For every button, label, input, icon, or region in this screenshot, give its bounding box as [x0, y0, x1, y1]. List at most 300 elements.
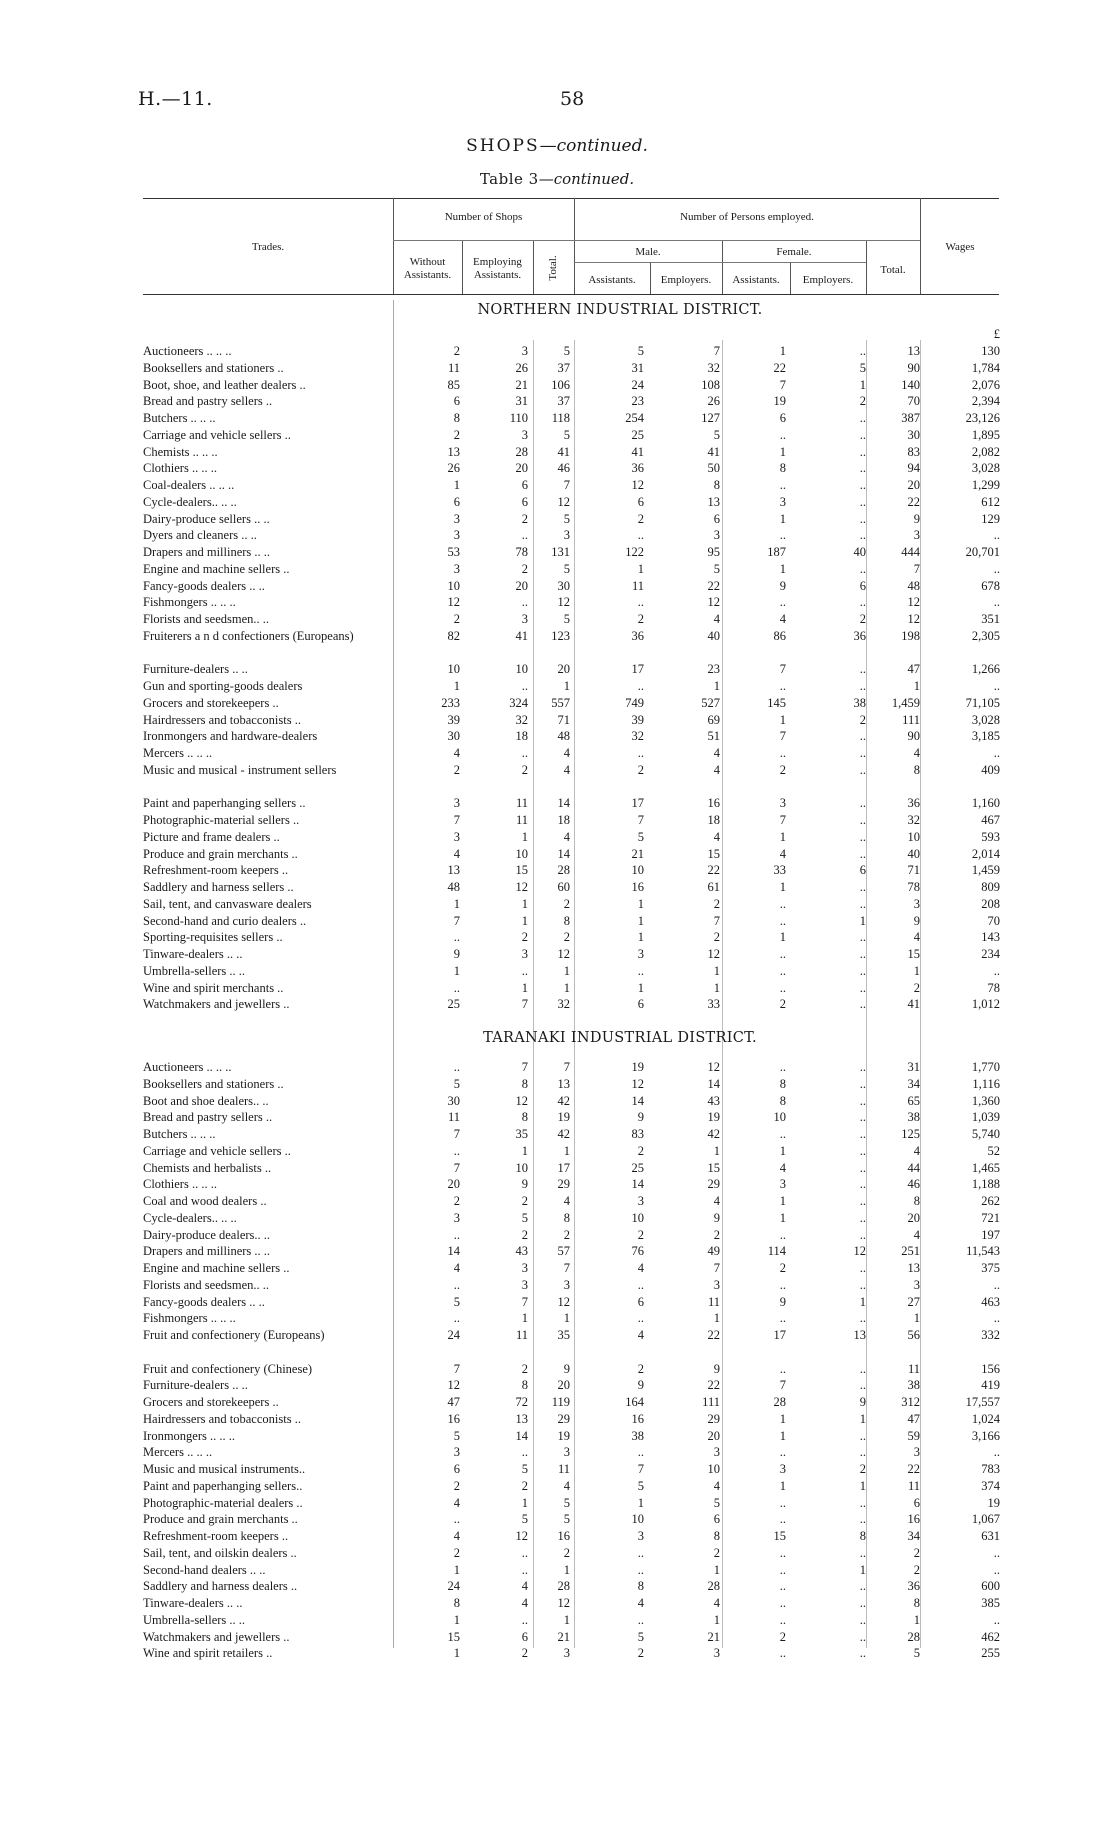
cell-shops-total: 18 [557, 813, 570, 827]
cell-shops-total: 4 [563, 829, 570, 844]
cell-shops-without-assistants: 2 [453, 612, 460, 626]
cell-female-employers: 13 [853, 1328, 866, 1342]
table-row [0, 1327, 1114, 1344]
cell-shops-employing-assistants: 11 [515, 1328, 528, 1342]
cell-shops-employing-assistants: 6 [521, 1629, 528, 1644]
cell-wages: 1,360 [971, 1093, 1000, 1108]
cell-wages: 129 [981, 511, 1000, 526]
cell-male-assistants: 4 [637, 1261, 644, 1275]
cell-shops-employing-assistants: 31 [515, 394, 528, 409]
cell-shops-employing-assistants: 1 [521, 1311, 528, 1326]
cell-wages: 20,701 [965, 545, 1000, 559]
cell-shops-employing-assistants: .. [521, 595, 528, 610]
cell-male-employers: 5 [713, 1495, 720, 1510]
cell-shops-employing-assistants: 1 [521, 896, 528, 911]
cell-male-employers: 1 [713, 1143, 720, 1158]
table-label-suffix: —continued. [538, 170, 635, 188]
cell-persons-total: 32 [907, 813, 920, 827]
cell-shops-employing-assistants: 12 [515, 880, 528, 894]
cell-shops-employing-assistants: 10 [515, 846, 528, 861]
trade-name: Auctioneers .. .. .. [143, 1060, 232, 1074]
cell-male-assistants: .. [637, 1545, 644, 1560]
cell-shops-total: 41 [557, 444, 570, 459]
table-row [0, 980, 1114, 997]
cell-shops-without-assistants: .. [453, 1227, 460, 1242]
cell-female-assistants: 17 [773, 1328, 786, 1342]
cell-female-employers: .. [859, 411, 866, 425]
cell-wages: 351 [981, 612, 1000, 626]
cell-shops-employing-assistants: 26 [515, 360, 528, 375]
cell-shops-employing-assistants: 1 [521, 829, 528, 844]
cell-female-employers: 1 [859, 913, 866, 928]
cell-shops-without-assistants: 30 [447, 729, 460, 744]
cell-wages: 1,188 [971, 1177, 1000, 1192]
cell-persons-total: 47 [907, 1411, 920, 1426]
trade-name: Fishmongers .. .. .. [143, 1311, 236, 1326]
cell-shops-employing-assistants: 10 [515, 662, 528, 677]
cell-wages: 1,459 [971, 863, 1000, 878]
cell-wages: 2,082 [971, 444, 1000, 459]
trade-name: Boot, shoe, and leather dealers .. [143, 377, 306, 392]
cell-persons-total: 56 [907, 1328, 920, 1342]
cell-female-assistants: 1 [779, 1478, 786, 1493]
col-header-shops-total: Total. [547, 255, 559, 281]
trade-name: Carriage and vehicle sellers .. [143, 427, 291, 442]
cell-female-assistants: .. [779, 1277, 786, 1292]
table-row [0, 812, 1114, 829]
table-row [0, 343, 1114, 360]
cell-shops-total: 5 [563, 344, 570, 358]
cell-female-employers: .. [859, 461, 866, 476]
cell-male-employers: 4 [713, 829, 720, 844]
table-row [0, 661, 1114, 678]
trade-name: Refreshment-room keepers .. [143, 1529, 289, 1543]
table-label: Table 3 [479, 170, 539, 188]
table-row [0, 561, 1114, 578]
cell-male-assistants: 23 [631, 394, 644, 409]
col-header-employing-assistants [462, 256, 533, 282]
cell-persons-total: 31 [907, 1060, 920, 1074]
cell-shops-employing-assistants: .. [521, 963, 528, 978]
cell-shops-total: 4 [563, 1194, 570, 1208]
col-header-male-assistants: Assistants. [588, 274, 636, 286]
cell-shops-without-assistants: 2 [453, 344, 460, 358]
cell-persons-total: 1 [913, 1311, 920, 1326]
table-row [0, 1176, 1114, 1193]
cell-female-employers: .. [859, 1127, 866, 1141]
cell-shops-without-assistants: 3 [453, 796, 460, 811]
cell-female-assistants: 114 [767, 1244, 786, 1259]
col-header-persons-total: Total. [880, 264, 906, 276]
cell-male-assistants: 5 [637, 1629, 644, 1644]
cell-male-assistants: 1 [637, 1495, 644, 1510]
cell-female-assistants: 4 [779, 612, 786, 626]
cell-shops-without-assistants: 12 [447, 1378, 460, 1393]
trade-name: Mercers .. .. .. [143, 1445, 213, 1460]
cell-shops-total: 1 [563, 980, 570, 995]
trade-name: Mercers .. .. .. [143, 746, 213, 760]
cell-wages: 208 [981, 896, 1000, 911]
cell-shops-without-assistants: 1 [453, 1612, 460, 1627]
cell-shops-total: 16 [557, 1529, 570, 1543]
cell-shops-without-assistants: 5 [453, 1294, 460, 1309]
cell-shops-without-assistants: 3 [453, 528, 460, 543]
cell-female-employers: .. [859, 1210, 866, 1225]
table-row [0, 1478, 1114, 1495]
cell-shops-employing-assistants: 2 [521, 561, 528, 576]
trade-name: Second-hand dealers .. .. [143, 1562, 266, 1577]
cell-shops-without-assistants: 7 [453, 913, 460, 928]
cell-female-assistants: 1 [779, 1411, 786, 1426]
cell-persons-total: 11 [907, 1361, 920, 1376]
trade-name: Drapers and milliners .. .. [143, 545, 271, 559]
cell-male-employers: 108 [701, 377, 720, 392]
table-row [0, 795, 1114, 812]
cell-shops-employing-assistants: 32 [515, 712, 528, 727]
cell-shops-employing-assistants: 10 [515, 1160, 528, 1175]
cell-persons-total: 3 [913, 1277, 920, 1292]
trade-name: Fruit and confectionery (Europeans) [143, 1328, 325, 1342]
cell-female-assistants: 1 [779, 829, 786, 844]
cell-wages: 1,039 [971, 1110, 1000, 1125]
header-subrule [574, 262, 866, 263]
cell-female-assistants: 1 [779, 1210, 786, 1225]
table-row [0, 1511, 1114, 1528]
col-header-male-employers: Employers. [660, 274, 712, 286]
cell-shops-total: 2 [563, 1227, 570, 1242]
section-title: TARANAKI INDUSTRIAL DISTRICT. [483, 1030, 757, 1046]
cell-wages: 78 [987, 980, 1000, 995]
cell-male-assistants: 10 [631, 1210, 644, 1225]
cell-shops-without-assistants: 82 [447, 628, 460, 643]
cell-persons-total: 4 [913, 1227, 920, 1242]
cell-wages: 17,557 [965, 1395, 1000, 1409]
cell-female-assistants: 1 [779, 712, 786, 727]
cell-wages: 234 [981, 947, 1000, 961]
cell-male-assistants: .. [637, 1311, 644, 1326]
cell-male-assistants: 2 [637, 1227, 644, 1242]
table-row [0, 360, 1114, 377]
cell-female-employers: .. [859, 427, 866, 442]
cell-female-assistants: 19 [773, 394, 786, 409]
cell-male-employers: 26 [707, 394, 720, 409]
cell-shops-employing-assistants: 4 [521, 1579, 528, 1594]
trade-name: Coal-dealers .. .. .. [143, 478, 235, 492]
cell-shops-without-assistants: .. [453, 1277, 460, 1292]
cell-male-assistants: 39 [631, 712, 644, 727]
cell-female-assistants: 1 [779, 930, 786, 945]
trade-name: Tinware-dealers .. .. [143, 947, 243, 961]
cell-wages: 678 [981, 578, 1000, 593]
cell-shops-without-assistants: 30 [447, 1093, 460, 1108]
cell-male-assistants: .. [637, 746, 644, 760]
cell-female-assistants: 1 [779, 344, 786, 358]
cell-shops-without-assistants: 3 [453, 1210, 460, 1225]
cell-shops-without-assistants: 12 [447, 595, 460, 610]
cell-persons-total: 20 [907, 478, 920, 492]
table-row [0, 913, 1114, 930]
cell-male-assistants: .. [637, 1612, 644, 1627]
cell-shops-without-assistants: 4 [453, 1495, 460, 1510]
table-row [0, 963, 1114, 980]
table-row [0, 1076, 1114, 1093]
table-row [0, 611, 1114, 628]
trade-name: Cycle-dealers.. .. .. [143, 1210, 237, 1225]
table-row [0, 1093, 1114, 1110]
cell-persons-total: 11 [907, 1478, 920, 1493]
cell-shops-employing-assistants: 5 [521, 1210, 528, 1225]
cell-female-assistants: 3 [779, 1177, 786, 1192]
cell-male-assistants: 38 [631, 1428, 644, 1443]
cell-male-employers: 8 [713, 1529, 720, 1543]
cell-male-employers: 22 [707, 1328, 720, 1342]
cell-wages: .. [993, 561, 1000, 576]
cell-shops-employing-assistants: .. [521, 679, 528, 693]
cell-male-employers: 42 [707, 1127, 720, 1141]
cell-shops-without-assistants: 11 [447, 360, 460, 375]
cell-female-assistants: 7 [779, 662, 786, 677]
cell-persons-total: 59 [907, 1428, 920, 1443]
cell-female-employers: .. [859, 997, 866, 1012]
cell-wages: 612 [981, 494, 1000, 509]
cell-shops-without-assistants: 6 [453, 1462, 460, 1476]
col-header-female-employers: Employers. [802, 274, 854, 286]
trade-name: Butchers .. .. .. [143, 411, 216, 425]
cell-shops-without-assistants: .. [453, 1311, 460, 1326]
cell-male-assistants: 25 [631, 1160, 644, 1175]
cell-shops-without-assistants: 4 [453, 846, 460, 861]
cell-wages: .. [993, 1545, 1000, 1560]
cell-male-employers: 3 [713, 528, 720, 543]
cell-shops-employing-assistants: 3 [521, 1261, 528, 1275]
table-row [0, 946, 1114, 963]
cell-shops-total: 71 [557, 712, 570, 727]
cell-male-employers: 29 [707, 1411, 720, 1426]
cell-shops-total: 1 [563, 679, 570, 693]
trade-name: Grocers and storekeepers .. [143, 695, 279, 710]
cell-male-employers: 1 [713, 963, 720, 978]
cell-female-employers: .. [859, 1495, 866, 1510]
cell-shops-total: 557 [551, 695, 570, 710]
cell-shops-total: 1 [563, 1311, 570, 1326]
cell-wages: 1,024 [971, 1411, 1000, 1426]
cell-female-assistants: .. [779, 1127, 786, 1141]
table-row [0, 1528, 1114, 1545]
cell-wages: 374 [981, 1478, 1000, 1493]
cell-male-employers: 19 [707, 1110, 720, 1125]
trade-name: Fancy-goods dealers .. .. [143, 1294, 265, 1309]
cell-female-assistants: 22 [773, 360, 786, 375]
table-row [0, 544, 1114, 561]
cell-wages: 3,185 [971, 729, 1000, 744]
trade-name: Drapers and milliners .. .. [143, 1244, 271, 1259]
cell-shops-total: 5 [563, 427, 570, 442]
col-header-female-assistants: Assistants. [732, 274, 780, 286]
cell-shops-without-assistants: 1 [453, 679, 460, 693]
table-row [0, 1444, 1114, 1461]
trade-name: Fishmongers .. .. .. [143, 595, 236, 610]
cell-female-assistants: 4 [779, 846, 786, 861]
cell-female-assistants: 7 [779, 729, 786, 744]
cell-wages: 1,770 [971, 1060, 1000, 1074]
cell-persons-total: 83 [907, 444, 920, 459]
cell-shops-total: 20 [557, 1378, 570, 1393]
cell-shops-total: 4 [563, 746, 570, 760]
cell-wages: 809 [981, 880, 1000, 894]
cell-persons-total: 1 [913, 1612, 920, 1627]
cell-male-employers: 4 [713, 762, 720, 777]
cell-female-employers: .. [859, 1512, 866, 1527]
cell-female-employers: .. [859, 1194, 866, 1208]
cell-male-assistants: 16 [631, 880, 644, 894]
table-row [0, 1461, 1114, 1478]
cell-female-assistants: .. [779, 1579, 786, 1594]
cell-shops-without-assistants: 9 [453, 947, 460, 961]
cell-male-employers: 61 [707, 880, 720, 894]
cell-shops-total: 1 [563, 1143, 570, 1158]
cell-male-employers: 1 [713, 1612, 720, 1627]
cell-shops-employing-assistants: 324 [509, 695, 528, 710]
cell-shops-total: 11 [557, 1462, 570, 1476]
cell-wages: 631 [981, 1529, 1000, 1543]
cell-female-assistants: 2 [779, 1629, 786, 1644]
cell-wages: 3,028 [971, 461, 1000, 476]
cell-shops-total: 13 [557, 1076, 570, 1091]
cell-persons-total: 3 [913, 528, 920, 543]
cell-shops-without-assistants: 3 [453, 511, 460, 526]
cell-wages: 197 [981, 1227, 1000, 1242]
cell-shops-total: 3 [563, 1646, 570, 1661]
cell-shops-total: 2 [563, 930, 570, 945]
cell-female-assistants: .. [779, 1227, 786, 1242]
cell-male-employers: 13 [707, 494, 720, 509]
cell-male-assistants: 12 [631, 478, 644, 492]
cell-persons-total: 27 [907, 1294, 920, 1309]
cell-male-assistants: 12 [631, 1076, 644, 1091]
cell-male-assistants: 5 [637, 1478, 644, 1493]
cell-shops-without-assistants: 4 [453, 1529, 460, 1543]
table-row [0, 678, 1114, 695]
cell-female-employers: .. [859, 1361, 866, 1376]
cell-female-employers: 1 [859, 1411, 866, 1426]
cell-wages: 385 [981, 1596, 1000, 1610]
cell-shops-without-assistants: 4 [453, 746, 460, 760]
cell-persons-total: 36 [907, 796, 920, 811]
cell-male-employers: 1 [713, 679, 720, 693]
trade-name: Tinware-dealers .. .. [143, 1596, 243, 1610]
cell-shops-without-assistants: 13 [447, 444, 460, 459]
cell-female-assistants: .. [779, 947, 786, 961]
cell-persons-total: 1 [913, 963, 920, 978]
cell-wages: 130 [981, 344, 1000, 358]
col-header-number-of-shops: Number of Shops [444, 211, 523, 223]
cell-shops-employing-assistants: .. [521, 746, 528, 760]
table-title [0, 170, 1114, 188]
cell-female-employers: .. [859, 1060, 866, 1074]
table-row [0, 1277, 1114, 1294]
cell-female-employers: 1 [859, 1562, 866, 1577]
cell-shops-employing-assistants: 8 [521, 1378, 528, 1393]
cell-male-employers: 3 [713, 1646, 720, 1661]
cell-male-assistants: 6 [637, 1294, 644, 1309]
cell-female-employers: 1 [859, 1478, 866, 1493]
cell-persons-total: 47 [907, 662, 920, 677]
cell-male-assistants: 1 [637, 896, 644, 911]
cell-shops-total: 4 [563, 1478, 570, 1493]
cell-female-employers: .. [859, 1093, 866, 1108]
table-row [0, 846, 1114, 863]
cell-male-assistants: 3 [637, 1529, 644, 1543]
cell-shops-without-assistants: 2 [453, 427, 460, 442]
cell-male-employers: 4 [713, 1596, 720, 1610]
table-row [0, 1562, 1114, 1579]
cell-shops-total: 48 [557, 729, 570, 744]
cell-wages: .. [993, 746, 1000, 760]
cell-male-employers: 29 [707, 1177, 720, 1192]
cell-female-assistants: .. [779, 528, 786, 543]
cell-shops-without-assistants: 5 [453, 1076, 460, 1091]
cell-persons-total: 90 [907, 360, 920, 375]
trade-name: Watchmakers and jewellers .. [143, 997, 290, 1012]
cell-persons-total: 1 [913, 679, 920, 693]
cell-male-employers: 5 [713, 561, 720, 576]
cell-female-assistants: .. [779, 896, 786, 911]
cell-female-assistants: .. [779, 1060, 786, 1074]
cell-male-employers: 20 [707, 1428, 720, 1443]
cell-male-assistants: 9 [637, 1110, 644, 1125]
cell-male-assistants: .. [637, 1445, 644, 1460]
cell-male-assistants: 4 [637, 1328, 644, 1342]
cell-shops-employing-assistants: 110 [509, 411, 528, 425]
trade-name: Saddlery and harness sellers .. [143, 880, 294, 894]
cell-female-employers: .. [859, 1629, 866, 1644]
cell-female-assistants: .. [779, 1646, 786, 1661]
cell-female-employers: .. [859, 344, 866, 358]
cell-male-employers: 6 [713, 1512, 720, 1527]
cell-female-employers: .. [859, 796, 866, 811]
cell-wages: 1,067 [971, 1512, 1000, 1527]
cell-female-assistants: 2 [779, 997, 786, 1012]
cell-male-employers: 6 [713, 511, 720, 526]
cell-shops-without-assistants: .. [453, 1143, 460, 1158]
cell-male-employers: 4 [713, 1194, 720, 1208]
table-row [0, 1411, 1114, 1428]
table-row [0, 929, 1114, 946]
cell-shops-without-assistants: 3 [453, 1445, 460, 1460]
cell-shops-without-assistants: 13 [447, 863, 460, 878]
table-row [0, 1545, 1114, 1562]
cell-female-employers: .. [859, 1160, 866, 1175]
table-row [0, 1243, 1114, 1260]
cell-shops-without-assistants: 8 [453, 411, 460, 425]
cell-persons-total: 198 [901, 628, 920, 643]
cell-female-employers: .. [859, 1596, 866, 1610]
cell-shops-total: 46 [557, 461, 570, 476]
cell-male-employers: 1 [713, 1562, 720, 1577]
trade-name: Booksellers and stationers .. [143, 1076, 284, 1091]
cell-shops-employing-assistants: 43 [515, 1244, 528, 1259]
cell-male-assistants: 10 [631, 1512, 644, 1527]
table-row [0, 762, 1114, 779]
cell-shops-without-assistants: 85 [447, 377, 460, 392]
cell-female-assistants: .. [779, 963, 786, 978]
cell-wages: 375 [981, 1261, 1000, 1275]
cell-female-employers: 12 [853, 1244, 866, 1259]
trade-name: Ironmongers and hardware-dealers [143, 729, 318, 744]
cell-persons-total: 40 [907, 846, 920, 861]
table-row [0, 494, 1114, 511]
cell-shops-without-assistants: 2 [453, 1545, 460, 1560]
